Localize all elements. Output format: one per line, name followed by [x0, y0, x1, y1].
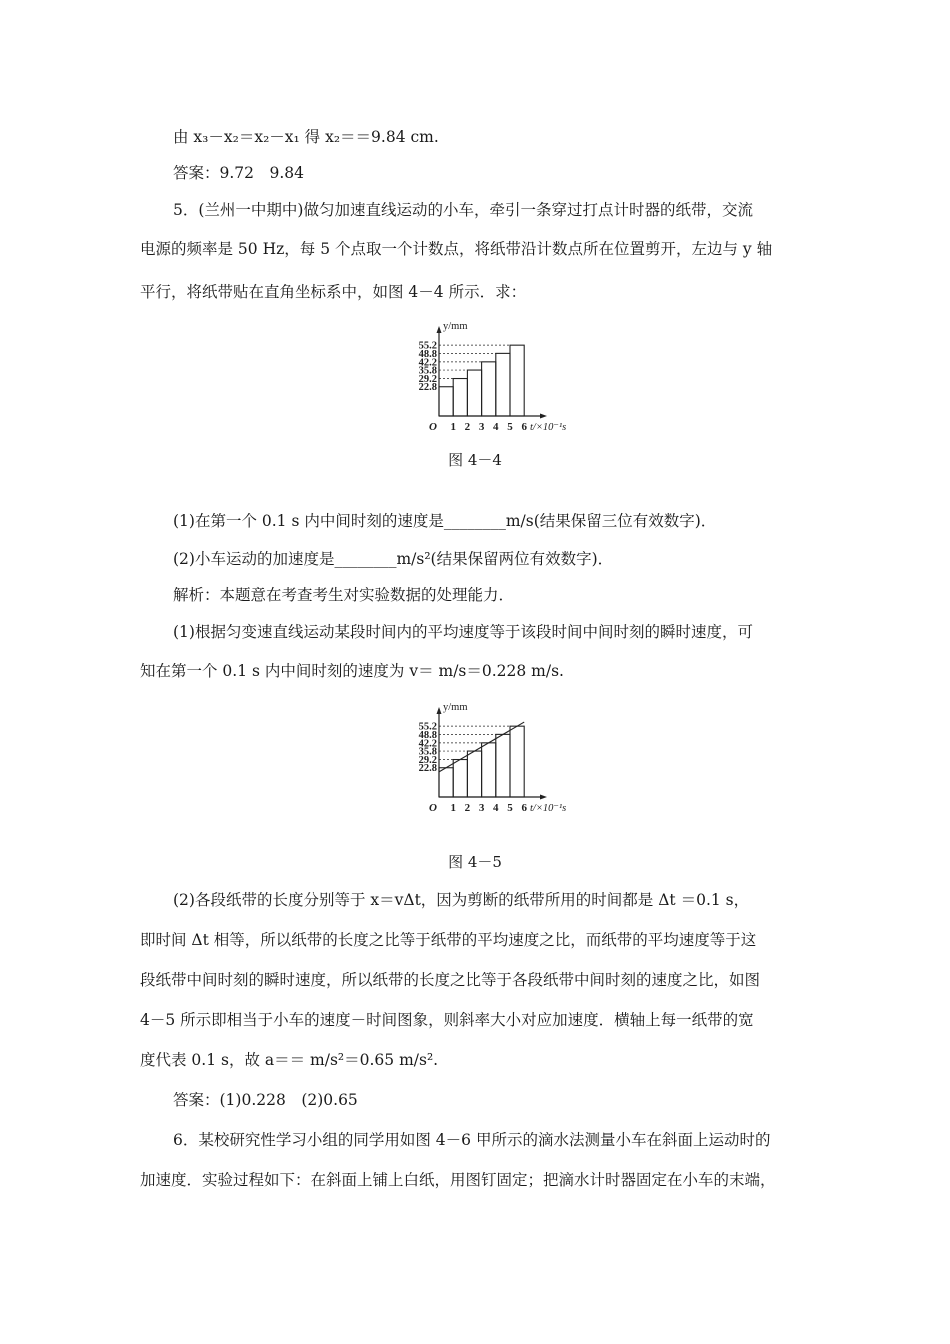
x-axis-arrow [540, 414, 547, 419]
y-tick-label: 42.2 [418, 357, 437, 369]
y-tick-label: 22.8 [418, 382, 437, 394]
y-tick-label: 42.2 [418, 738, 437, 750]
bar [482, 743, 496, 797]
chart-4-5 [395, 696, 595, 826]
y-axis-label: y/mm [443, 321, 468, 332]
x-tick-label: 6 [521, 802, 527, 814]
y-tick-label: 35.8 [418, 365, 437, 377]
bar [496, 353, 510, 416]
solution-intro: 解析：本题意在考查考生对实验数据的处理能力． [173, 586, 515, 604]
problem-6-line-1: 6．某校研究性学习小组的同学用如图 4－6 甲所示的滴水法测量小车在斜面上运动时的 [173, 1131, 771, 1149]
solution-2-line-3: 段纸带中间时刻的瞬时速度，所以纸带的长度之比等于各段纸带中间时刻的速度之比，如图 [140, 971, 761, 989]
origin-label: O [429, 421, 437, 433]
problem-6-line-2: 加速度．实验过程如下：在斜面上铺上白纸，用图钉固定；把滴水计时器固定在小车的末端， [140, 1171, 776, 1189]
y-tick-label: 55.2 [418, 721, 437, 733]
x-tick-label: 1 [450, 421, 456, 433]
problem-5-line-3: 平行，将纸带贴在直角坐标系中，如图 4－4 所示．求： [140, 283, 527, 301]
x-tick-label: 2 [464, 421, 471, 433]
bar [453, 379, 467, 416]
x-tick-label: 5 [507, 421, 513, 433]
y-tick-label: 55.2 [418, 340, 437, 352]
x-tick-label: 2 [464, 802, 471, 814]
text-line-2: 答案：9.72 9.84 [173, 164, 305, 182]
y-tick-label: 35.8 [418, 746, 437, 758]
figure-4-5 [395, 696, 595, 826]
bar [510, 345, 524, 416]
x-tick-label: 5 [507, 802, 513, 814]
x-tick-label: 3 [478, 421, 485, 433]
bar [439, 768, 453, 797]
bar [467, 370, 481, 416]
text-line-1: 由 x₃－x₂＝x₂－x₁ 得 x₂＝＝9.84 cm. [173, 128, 439, 146]
x-axis-arrow [540, 795, 547, 800]
caption-fig-4-4: 图 4－4 [448, 451, 502, 469]
solution-2-line-1: (2)各段纸带的长度分别等于 x＝vΔt，因为剪断的纸带所用的时间都是 Δt ＝0.1 s， [173, 891, 750, 909]
solution-2-line-2: 即时间 Δt 相等，所以纸带的长度之比等于纸带的平均速度之比，而纸带的平均速度等于这 [140, 931, 757, 949]
solution-2-line-4: 4－5 所示即相当于小车的速度－时间图象，则斜率大小对应加速度．横轴上每一纸带的宽 [140, 1011, 754, 1029]
bar [439, 387, 453, 416]
figure-4-4 [395, 315, 595, 445]
x-tick-label: 4 [493, 802, 499, 814]
x-tick-label: 1 [450, 802, 456, 814]
bar [482, 362, 496, 416]
bar [510, 726, 524, 797]
y-axis-arrow [437, 707, 442, 714]
x-axis-label: t/×10⁻¹s [530, 422, 567, 433]
problem-5-line-1: 5．(兰州一中期中)做匀加速直线运动的小车，牵引一条穿过打点计时器的纸带，交流 [173, 201, 753, 219]
answer-5: 答案：(1)0.228 (2)0.65 [173, 1091, 358, 1109]
y-tick-label: 48.8 [418, 729, 437, 741]
x-tick-label: 3 [478, 802, 485, 814]
question-2: (2)小车运动的加速度是________m/s²(结果保留两位有效数字)． [173, 550, 614, 568]
bar [453, 760, 467, 797]
y-tick-label: 22.8 [418, 763, 437, 775]
x-tick-label: 4 [493, 421, 499, 433]
caption-fig-4-5: 图 4－5 [448, 853, 502, 871]
chart-4-4 [395, 315, 595, 445]
solution-2-line-5: 度代表 0.1 s，故 a＝＝ m/s²＝0.65 m/s². [140, 1051, 439, 1069]
y-tick-label: 29.2 [418, 755, 437, 767]
y-axis-arrow [437, 326, 442, 333]
x-tick-label: 6 [521, 421, 527, 433]
question-1: (1)在第一个 0.1 s 内中间时刻的速度是________m/s(结果保留三位有效数字)． [173, 512, 717, 530]
y-tick-label: 48.8 [418, 348, 437, 360]
y-axis-label: y/mm [443, 702, 468, 713]
solution-1-line-2: 知在第一个 0.1 s 内中间时刻的速度为 v＝ m/s＝0.228 m/s. [140, 662, 564, 680]
solution-1-line-1: (1)根据匀变速直线运动某段时间内的平均速度等于该段时间中间时刻的瞬时速度，可 [173, 623, 753, 641]
bar [496, 734, 510, 797]
x-axis-label: t/×10⁻¹s [530, 803, 567, 814]
y-tick-label: 29.2 [418, 374, 437, 386]
bar [467, 751, 481, 797]
origin-label: O [429, 802, 437, 814]
problem-5-line-2: 电源的频率是 50 Hz，每 5 个点取一个计数点，将纸带沿计数点所在位置剪开，左边与 y 轴 [140, 240, 773, 258]
